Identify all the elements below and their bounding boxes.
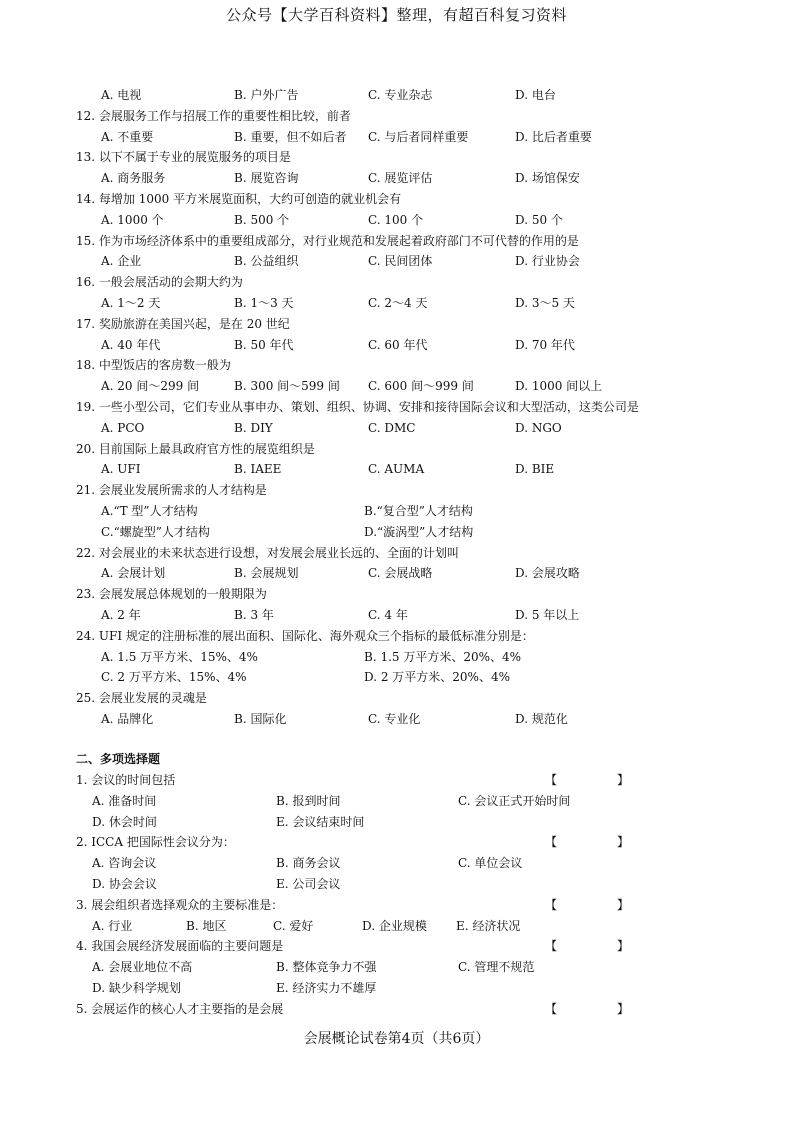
option: D. 协会会议 <box>92 877 157 891</box>
text-line <box>0 293 793 313</box>
option: C. 管理不规范 <box>458 960 535 975</box>
option: C. 与后者同样重要 <box>368 129 469 144</box>
text-line <box>0 874 793 894</box>
question-text: 16. 一般会展活动的会期大约为 <box>76 275 243 290</box>
option: B. 3 年 <box>234 608 274 622</box>
option: D. 电台 <box>515 88 556 102</box>
option: E. 公司会议 <box>276 877 341 891</box>
option: C. 民间团体 <box>368 254 433 269</box>
option: A. 40 年代 <box>101 337 161 352</box>
option: C. 600 间～999 间 <box>368 379 474 394</box>
option: C. 单位会议 <box>458 856 523 871</box>
text-line <box>0 626 793 646</box>
text-line <box>0 957 793 977</box>
question-text: 19. 一些小型公司，它们专业从事申办、策划、组织、协调、安排和接待国际会议和大型活动，这类公司是 <box>76 400 639 414</box>
text-line <box>0 688 793 708</box>
question-text: 17. 奖励旅游在美国兴起，是在 20 世纪 <box>76 316 290 331</box>
page-footer: 会展概论试卷第4页（共6页） <box>303 1031 490 1047</box>
text-line <box>0 85 793 105</box>
text-line <box>0 418 793 438</box>
text-line <box>0 210 793 230</box>
option: B. 报到时间 <box>276 793 341 808</box>
text-line <box>0 832 793 852</box>
text-line <box>0 647 793 667</box>
text-line <box>0 376 793 396</box>
option: E. 经济实力不雄厚 <box>276 981 377 995</box>
option: B. 500 个 <box>234 212 290 227</box>
option: B. 50 年代 <box>234 337 294 352</box>
question-text: 2. ICCA 把国际性会议分为： <box>76 835 235 850</box>
question-text: 15. 作为市场经济体系中的重要组成部分，对行业规范和发展起着政府部门不可代替的作用的是 <box>76 233 579 248</box>
text-line <box>0 543 793 563</box>
option: D. 休会时间 <box>92 814 157 829</box>
option: D. 会展攻略 <box>515 566 580 581</box>
option: E. 经济状况 <box>456 918 521 933</box>
option: B. 国际化 <box>234 712 287 726</box>
section-title: 二、多项选择题 <box>76 752 161 766</box>
question-text: 13. 以下不属于专业的展览服务的项目是 <box>76 150 291 165</box>
text-line <box>0 605 793 625</box>
text-line <box>0 480 793 500</box>
option: D. NGO <box>515 420 562 435</box>
option: A. 咨询会议 <box>92 856 157 871</box>
text-line <box>0 812 793 832</box>
text-line <box>0 563 793 583</box>
option: A. 1000 个 <box>101 212 164 227</box>
option: D. 缺少科学规划 <box>92 981 181 995</box>
question-text: 12. 会展服务工作与招展工作的重要性相比较，前者 <box>76 108 351 123</box>
answer-bracket: 【 】 <box>545 939 630 954</box>
option: D. 2 万平方米、20%、4% <box>364 670 510 685</box>
answer-bracket: 【 】 <box>545 1001 630 1016</box>
text-line <box>0 459 793 479</box>
option: D. 3～5 天 <box>515 296 575 310</box>
text-line <box>0 189 793 209</box>
option: D. 1000 间以上 <box>515 379 603 394</box>
text-line <box>0 853 793 873</box>
text-line <box>0 791 793 811</box>
option: B. 地区 <box>186 918 227 933</box>
option: D. BIE <box>515 462 555 477</box>
text-line <box>0 770 793 790</box>
text-line <box>0 439 793 459</box>
option: C.“螺旋型”人才结构 <box>101 524 210 539</box>
question-text: 1. 会议的时间包括 <box>76 773 176 787</box>
option: A. 品牌化 <box>101 712 154 726</box>
option: C. 2 万平方米、15%、4% <box>101 670 247 685</box>
option: B. 整体竞争力不强 <box>276 960 377 975</box>
answer-bracket: 【 】 <box>545 835 630 850</box>
text-line <box>0 584 793 604</box>
option: D. 场馆保安 <box>515 171 580 186</box>
option: C. 4 年 <box>368 608 408 622</box>
option: B. 公益组织 <box>234 254 299 269</box>
question-text: 21. 会展业发展所需求的人才结构是 <box>76 483 267 498</box>
text-line <box>0 335 793 355</box>
text-line <box>0 916 793 936</box>
answer-bracket: 【 】 <box>545 773 630 787</box>
text-line <box>0 106 793 126</box>
question-text: 23. 会展发展总体规划的一般期限为 <box>76 587 267 602</box>
text-line <box>0 272 793 292</box>
question-text: 24. UFI 规定的注册标准的展出面积、国际化、海外观众三个指标的最低标准分别是： <box>76 628 534 643</box>
option: A. 会展计划 <box>101 566 166 581</box>
option: B. 300 间～599 间 <box>234 379 340 394</box>
question-text: 4. 我国会展经济发展面临的主要问题是 <box>76 939 284 954</box>
text-line <box>0 147 793 167</box>
option: C. 专业杂志 <box>368 88 433 102</box>
question-text: 18. 中型饭店的客房数一般为 <box>76 358 231 373</box>
option: D. 50 个 <box>515 212 563 227</box>
question-text: 20. 目前国际上最具政府官方性的展览组织是 <box>76 441 315 456</box>
text-line <box>0 999 793 1019</box>
text-line <box>0 709 793 729</box>
option: B. IAEE <box>234 462 282 477</box>
option: A. 企业 <box>101 254 142 269</box>
text-line <box>0 127 793 147</box>
option: C. DMC <box>368 420 416 435</box>
text-line <box>0 936 793 956</box>
text-line <box>0 231 793 251</box>
option: B. 户外广告 <box>234 88 299 102</box>
option: C. AUMA <box>368 462 425 477</box>
question-text: 3. 展会组织者选择观众的主要标准是： <box>76 897 284 912</box>
option: D. 5 年以上 <box>515 608 580 622</box>
answer-bracket: 【 】 <box>545 897 630 912</box>
option: A. 1～2 天 <box>101 296 161 310</box>
option: E. 会议结束时间 <box>276 814 365 829</box>
option: C. 会展战略 <box>368 566 433 581</box>
option: A.“T 型”人才结构 <box>101 504 198 518</box>
option: B. 展览咨询 <box>234 171 299 186</box>
option: B. 重要，但不如后者 <box>234 129 347 144</box>
option: A. 不重要 <box>101 129 154 144</box>
option: A. 2 年 <box>101 608 141 622</box>
option: A. 电视 <box>101 88 142 102</box>
option: A. 会展业地位不高 <box>92 960 193 975</box>
option: A. 商务服务 <box>101 171 166 186</box>
option: C. 展览评估 <box>368 171 433 186</box>
option: C. 专业化 <box>368 712 421 726</box>
option: A. 准备时间 <box>92 793 157 808</box>
option: D. 企业规模 <box>362 918 427 933</box>
question-text: 5. 会展运作的核心人才主要指的是会展 <box>76 1001 284 1016</box>
option: A. 行业 <box>92 918 133 933</box>
option: B. 1.5 万平方米、20%、4% <box>364 649 522 664</box>
option: B. DIY <box>234 420 273 435</box>
text-line <box>0 749 793 769</box>
text-line <box>0 355 793 375</box>
text-line <box>0 978 793 998</box>
text-line <box>0 251 793 271</box>
option: B.“复合型”人才结构 <box>364 504 473 518</box>
option: B. 会展规划 <box>234 566 299 581</box>
text-line <box>0 522 793 542</box>
option: C. 60 年代 <box>368 337 428 352</box>
text-line <box>0 895 793 915</box>
question-text: 14. 每增加 1000 平方米展览面积，大约可创造的就业机会有 <box>76 192 402 206</box>
text-line <box>0 168 793 188</box>
text-line <box>0 314 793 334</box>
option: C. 爱好 <box>273 918 314 933</box>
question-text: 25. 会展业发展的灵魂是 <box>76 691 207 706</box>
option: A. 1.5 万平方米、15%、4% <box>101 649 258 664</box>
option: D. 行业协会 <box>515 254 580 269</box>
option: A. UFI <box>101 462 141 477</box>
option: C. 100 个 <box>368 212 424 227</box>
question-text: 22. 对会展业的未来状态进行设想，对发展会展业长远的、全面的计划叫 <box>76 545 459 560</box>
option: D. 70 年代 <box>515 337 575 352</box>
option: B. 1～3 天 <box>234 296 294 310</box>
page-header: 公众号【大学百科资料】整理，有超百科复习资料 <box>225 6 567 24</box>
option: A. 20 间～299 间 <box>101 379 200 394</box>
option: D. 规范化 <box>515 712 568 726</box>
text-line <box>0 397 793 417</box>
option: D.“漩涡型”人才结构 <box>364 524 474 539</box>
option: D. 比后者重要 <box>515 129 592 144</box>
text-line <box>0 667 793 687</box>
option: C. 会议正式开始时间 <box>458 793 571 808</box>
option: B. 商务会议 <box>276 856 341 871</box>
text-line <box>0 501 793 521</box>
option: A. PCO <box>101 420 145 435</box>
option: C. 2～4 天 <box>368 296 428 310</box>
